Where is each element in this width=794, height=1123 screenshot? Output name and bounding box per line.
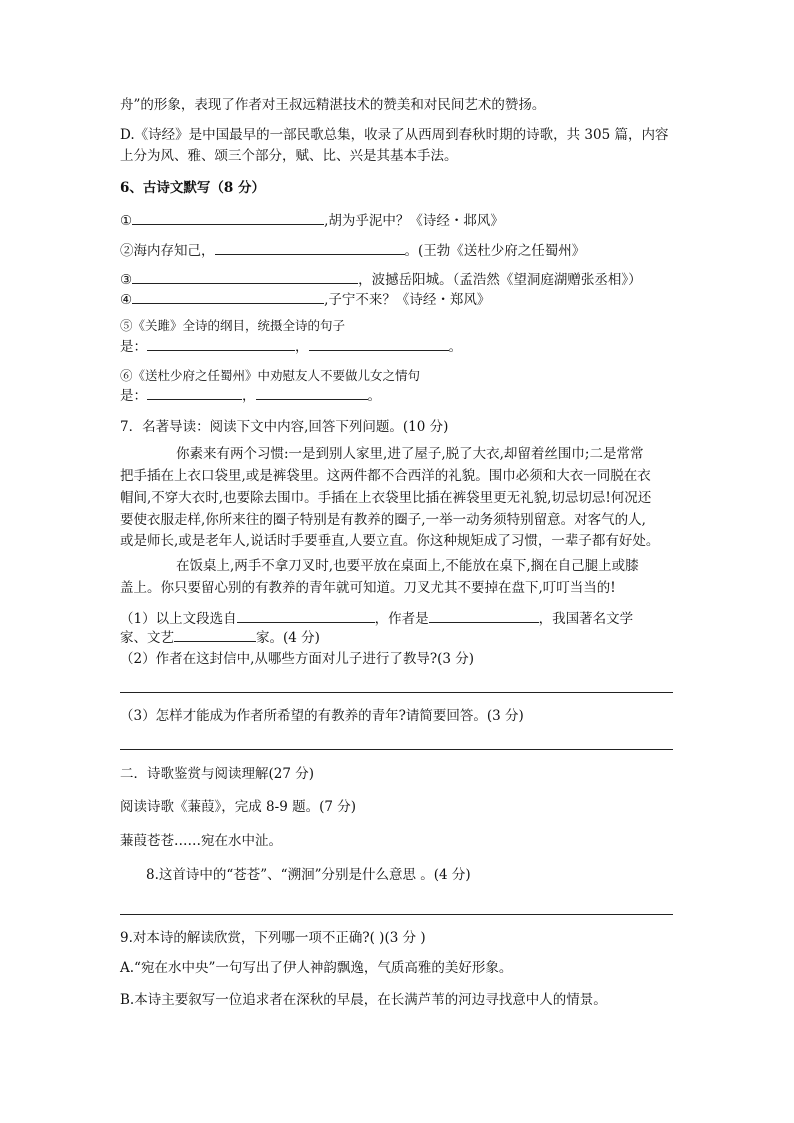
question-text: ，我国著名文学	[538, 611, 634, 627]
terminal: 。	[367, 388, 381, 404]
answer-blank[interactable]	[132, 210, 324, 225]
passage-line-6: 在饭桌上,两手不拿刀叉时,也要平放在桌面上,不能放在桌下,搁在自己腿上或膝	[176, 558, 639, 574]
item-number: ④	[120, 292, 133, 308]
question-7-1	[120, 608, 633, 628]
recitation-item-1	[120, 210, 504, 230]
recitation-item-2	[120, 240, 585, 260]
recitation-item-5-answer	[120, 336, 462, 356]
answer-line[interactable]	[120, 749, 673, 750]
recitation-item-6-answer	[120, 385, 381, 405]
recitation-item-3	[120, 269, 642, 289]
answer-blank[interactable]	[132, 269, 358, 284]
answer-blank[interactable]	[215, 240, 405, 255]
answer-line[interactable]	[120, 914, 673, 915]
separator: ，	[242, 388, 256, 404]
line-continuation-c: 舟”的形象，表现了作者对王叔远精湛技术的赞美和对民间艺术的赞扬。	[120, 97, 546, 113]
item-text: ,胡为乎泥中？《诗经・邶风》	[324, 213, 504, 229]
question-6-heading: 6、古诗文默写（8 分）	[120, 180, 265, 196]
answer-blank[interactable]	[132, 289, 324, 304]
option-d-line-2: 上分为风、雅、颂三个部分，赋、比、兴是其基本手法。	[120, 148, 458, 164]
option-b: B.本诗主要叙写一位追求者在深秋的早晨，在长满芦苇的河边寻找意中人的情景。	[120, 992, 607, 1008]
item-text: 。(王勃《送杜少府之任蜀州》	[404, 243, 586, 259]
answer-blank[interactable]	[174, 627, 256, 642]
answer-blank[interactable]	[309, 336, 449, 351]
answer-line[interactable]	[120, 692, 673, 693]
answer-blank[interactable]	[256, 385, 368, 400]
item-text: ，波撼岳阳城。（孟浩然《望洞庭湖赠张丞相》）	[358, 272, 642, 288]
question-text: 家。(4 分)	[256, 630, 320, 646]
terminal: 。	[448, 339, 462, 355]
poem-instruction: 阅读诗歌《蒹葭》，完成 8-9 题。(7 分)	[120, 799, 356, 815]
poem-excerpt: 蒹葭苍苍……宛在水中沚。	[120, 833, 282, 849]
recitation-item-5-prompt: ⑤《关雎》全诗的纲目，统摄全诗的句子	[120, 318, 346, 333]
question-text: ，作者是	[374, 611, 429, 627]
item-number: ③	[120, 272, 133, 288]
passage-line-5: 或是师长,或是老年人,说话时手要垂直,人要立直。你这种规矩成了习惯，一辈子都有好处。	[120, 533, 660, 549]
passage-line-1: 你素来有两个习惯:一是到别人家里,进了屋子,脱了大衣,却留着丝围巾;二是常常	[176, 446, 644, 462]
passage-line-7: 盖上。你只要留心别的有教养的青年就可知道。刀叉尤其不要掉在盘下,叮叮当当的!	[120, 580, 616, 596]
passage-line-3: 帽间,不穿大衣时,也要除去围巾。手插在上衣袋里比插在裤袋里更无礼貌,切忌切忌!何况还	[120, 490, 652, 506]
question-text: 家、文艺	[120, 630, 174, 646]
answer-blank[interactable]	[237, 608, 375, 623]
answer-blank[interactable]	[147, 336, 295, 351]
item-text: ,子宁不来？《诗经・郑风》	[324, 292, 491, 308]
recitation-item-4	[120, 289, 490, 309]
separator: ，	[295, 339, 309, 355]
answer-label: 是：	[120, 339, 147, 355]
question-8: 8.这首诗中的“苍苍”、“溯洄”分别是什么意思 。(4 分)	[146, 867, 471, 883]
passage-line-2: 把手插在上衣口袋里,或是裤袋里。这两件都不合西洋的礼貌。围巾必须和大衣一同脱在衣	[120, 468, 651, 484]
answer-label: 是：	[120, 388, 147, 404]
question-text: （1）以上文段选自	[120, 611, 237, 627]
item-text: ②海内存知己，	[120, 243, 215, 259]
question-7-2: （2）作者在这封信中,从哪些方面对儿子进行了教导?(3 分)	[120, 651, 475, 667]
question-9: 9.对本诗的解读欣赏，下列哪一项不正确?( )(3 分 )	[120, 930, 426, 946]
passage-line-4: 要使衣服走样,你所来往的圈子特别是有教养的圈子,一举一动务须特别留意。对客气的人,	[120, 512, 646, 528]
answer-blank[interactable]	[429, 608, 539, 623]
section-2-heading: 二．诗歌鉴赏与阅读理解(27 分)	[120, 766, 315, 782]
question-7-heading: 7．名著导读：阅读下文中内容,回答下列问题。(10 分)	[120, 419, 449, 435]
option-a: A.“宛在水中央”一句写出了伊人神韵飘逸，气质高雅的美好形象。	[120, 960, 513, 976]
item-number: ①	[120, 213, 133, 229]
recitation-item-6-prompt: ⑥《送杜少府之任蜀州》中劝慰友人不要做儿女之情句	[120, 368, 421, 383]
answer-blank[interactable]	[147, 385, 242, 400]
option-d-line-1: D.《诗经》是中国最早的一部民歌总集，收录了从西周到春秋时期的诗歌，共 305 篇，内容	[120, 127, 669, 143]
question-7-3: （3）怎样才能成为作者所希望的有教养的青年?请简要回答。(3 分)	[120, 708, 524, 724]
question-7-1-cont	[120, 627, 320, 647]
